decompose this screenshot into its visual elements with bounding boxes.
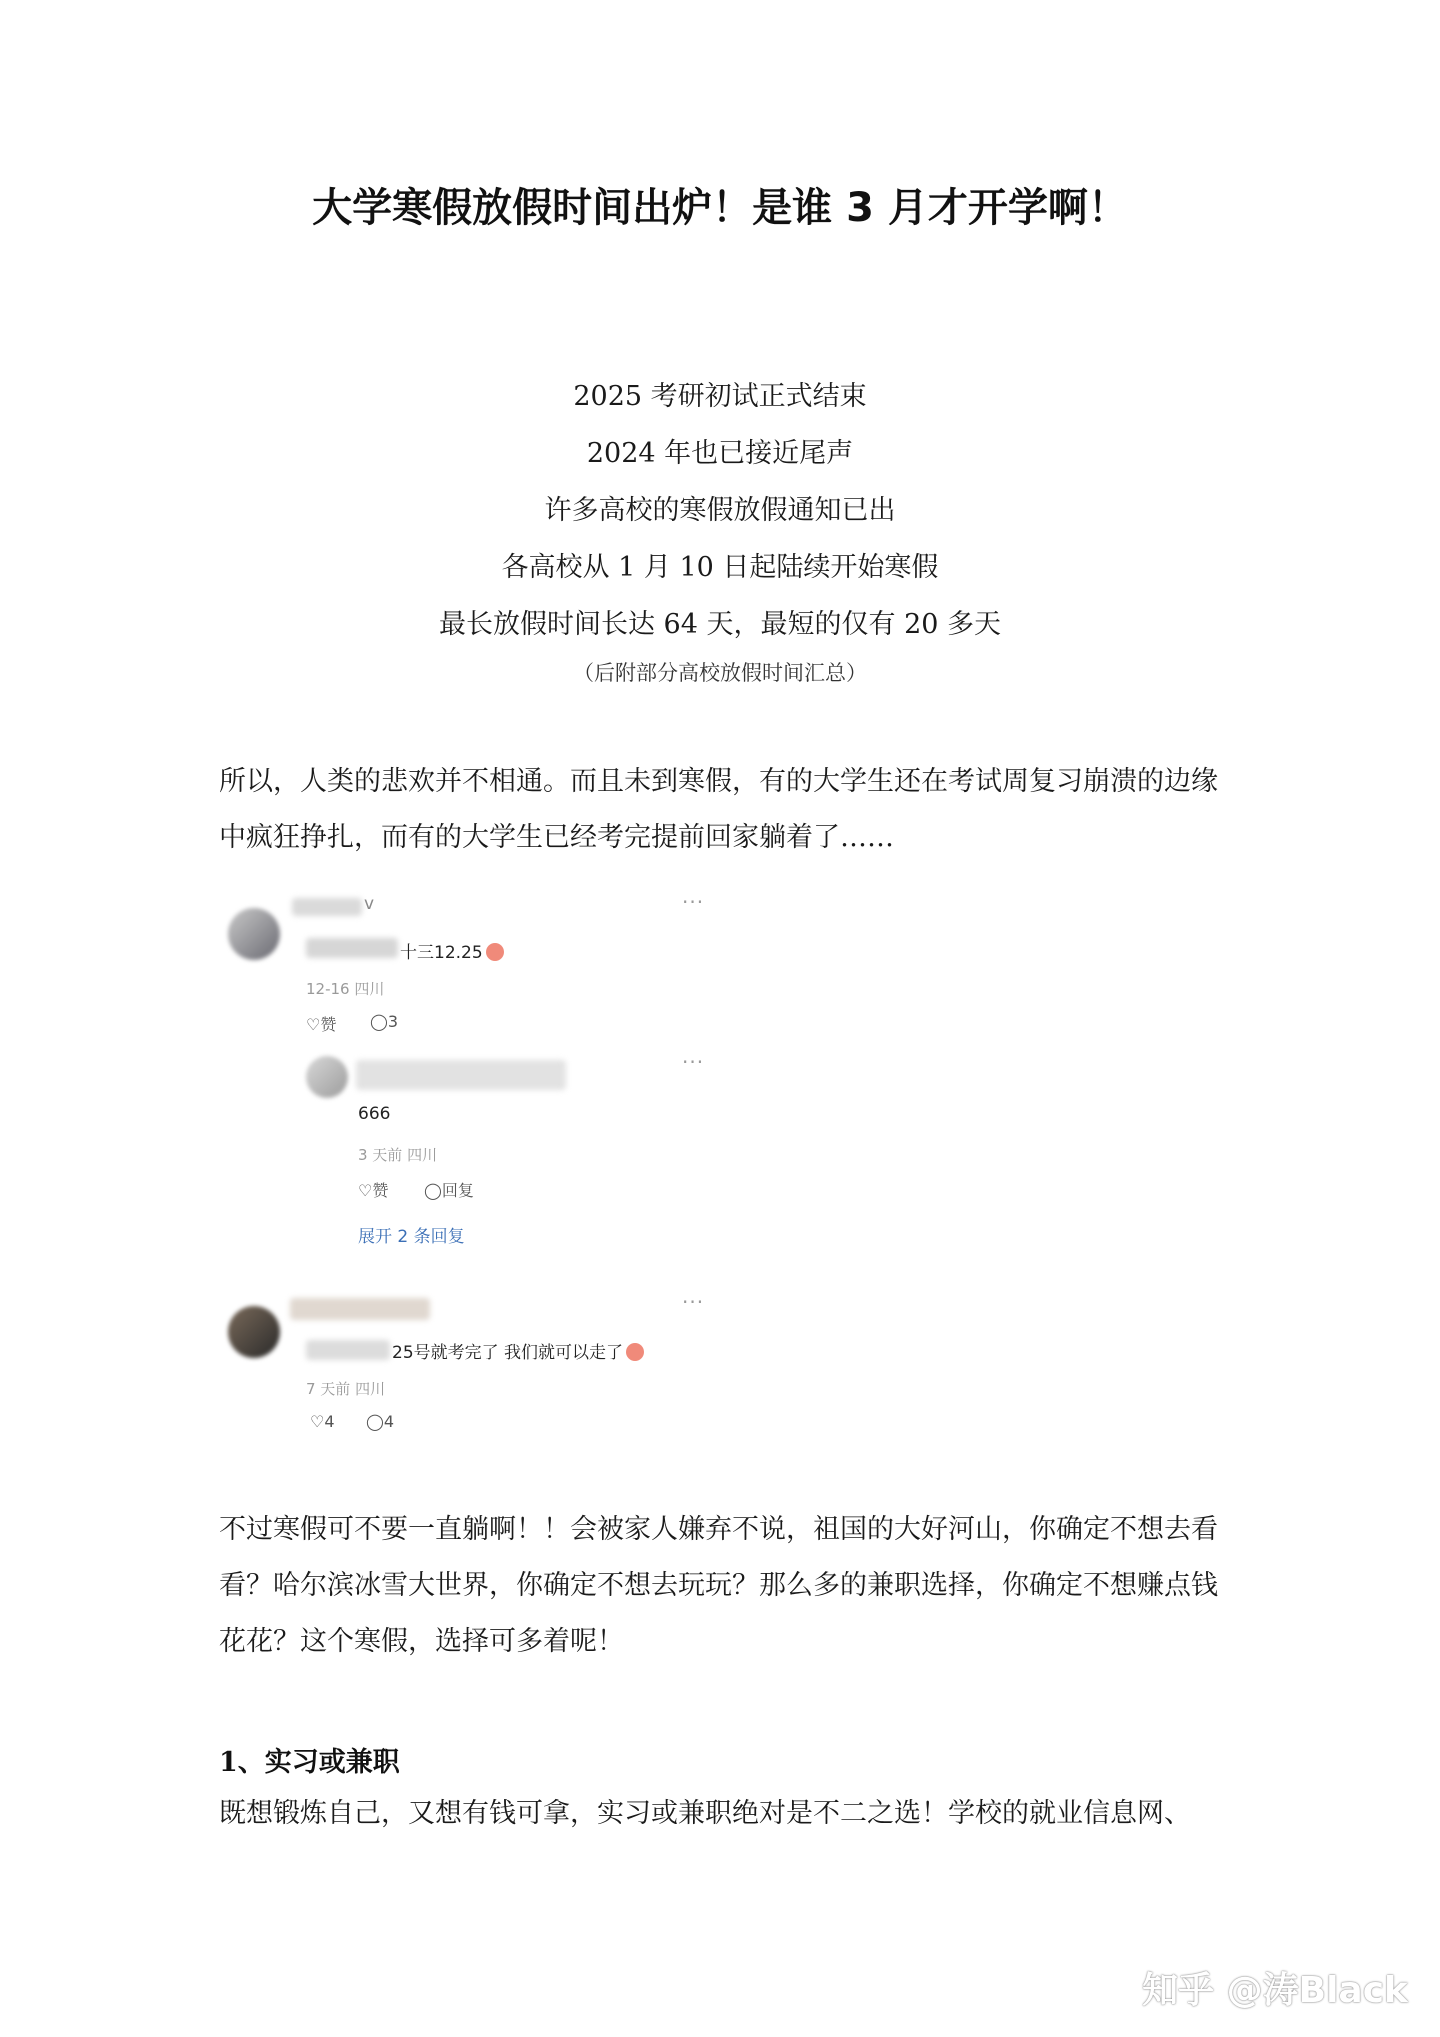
paragraph-1: 所以，人类的悲欢并不相通。而且未到寒假，有的大学生还在考试周复习崩溃的边缘中疯狂挣扎，而有的大学生已经考完提前回家躺着了…… [219, 766, 1218, 853]
blurred-username [290, 1298, 430, 1320]
heart-outline-icon: ♡ [358, 1181, 373, 1200]
avatar [228, 908, 280, 960]
paragraph-2: 不过寒假可不要一直躺啊！！会被家人嫌弃不说，祖国的大好河山，你确定不想去看看？哈尔滨冰雪大世界，你确定不想去玩玩？那么多的兼职选择，你确定不想赚点钱花花？这个寒假，选择可多着呢！ [219, 1514, 1218, 1657]
more-dots-icon[interactable]: ··· [682, 1050, 705, 1074]
comment-screenshot [0, 880, 760, 1440]
comment-text: 十三12.25 [400, 938, 504, 963]
peach-emoji-icon [486, 943, 504, 961]
heart-outline-icon: ♡ [306, 1015, 321, 1034]
speech-bubble-icon: ◯ [366, 1412, 384, 1431]
intro-line: 2025 考研初试正式结束 [573, 381, 867, 412]
username-suffix: v [364, 894, 375, 914]
speech-bubble-icon: ◯ [370, 1012, 388, 1031]
comment-text: 666 [358, 1104, 391, 1124]
avatar [228, 1306, 280, 1358]
more-dots-icon[interactable]: ··· [682, 890, 705, 914]
heart-outline-icon: ♡ [310, 1412, 325, 1431]
section-heading: 1、实习或兼职 [219, 1747, 400, 1778]
comment-text: 25号就考完了 我们就可以走了 [392, 1338, 644, 1363]
like-button[interactable]: ♡赞 [306, 1015, 337, 1034]
peach-emoji-icon [626, 1343, 644, 1361]
intro-note: （后附部分高校放假时间汇总） [573, 661, 867, 685]
blurred-username [292, 898, 362, 916]
intro-line: 最长放假时间长达 64 天，最短的仅有 20 多天 [438, 609, 1002, 640]
like-button[interactable]: ♡4 [310, 1412, 335, 1431]
comment-1 [0, 880, 760, 1060]
comment-meta: 3 天前 四川 [358, 1146, 438, 1164]
like-button[interactable]: ♡赞 [358, 1181, 389, 1200]
speech-bubble-icon: ◯ [424, 1181, 442, 1200]
watermark: 知乎 @涛Black [1142, 1970, 1408, 2011]
intro-block [0, 368, 1440, 693]
comment-3 [0, 1280, 760, 1440]
reply-count-button[interactable]: ◯4 [366, 1412, 395, 1431]
section-text: 既想锻炼自己，又想有钱可拿，实习或兼职绝对是不二之选！学校的就业信息网、 [219, 1798, 1191, 1829]
intro-line: 各高校从 1 月 10 日起陆续开始寒假 [501, 552, 939, 583]
comment-meta: 7 天前 四川 [306, 1380, 386, 1398]
article-title: 大学寒假放假时间出炉！是谁 3 月才开学啊！ [312, 185, 1128, 231]
reply-button[interactable]: ◯回复 [424, 1181, 474, 1200]
blurred-username [356, 1060, 566, 1090]
intro-line: 许多高校的寒假放假通知已出 [544, 495, 896, 526]
more-dots-icon[interactable]: ··· [682, 1290, 705, 1314]
avatar [306, 1056, 348, 1098]
expand-replies-link[interactable]: 展开 2 条回复 [358, 1227, 465, 1247]
comment-2 [0, 1048, 760, 1248]
blurred-text [306, 1340, 390, 1360]
comment-meta: 12-16 四川 [306, 980, 385, 998]
reply-count-button[interactable]: ◯3 [370, 1012, 399, 1031]
blurred-text [306, 938, 398, 958]
intro-line: 2024 年也已接近尾声 [586, 438, 854, 469]
